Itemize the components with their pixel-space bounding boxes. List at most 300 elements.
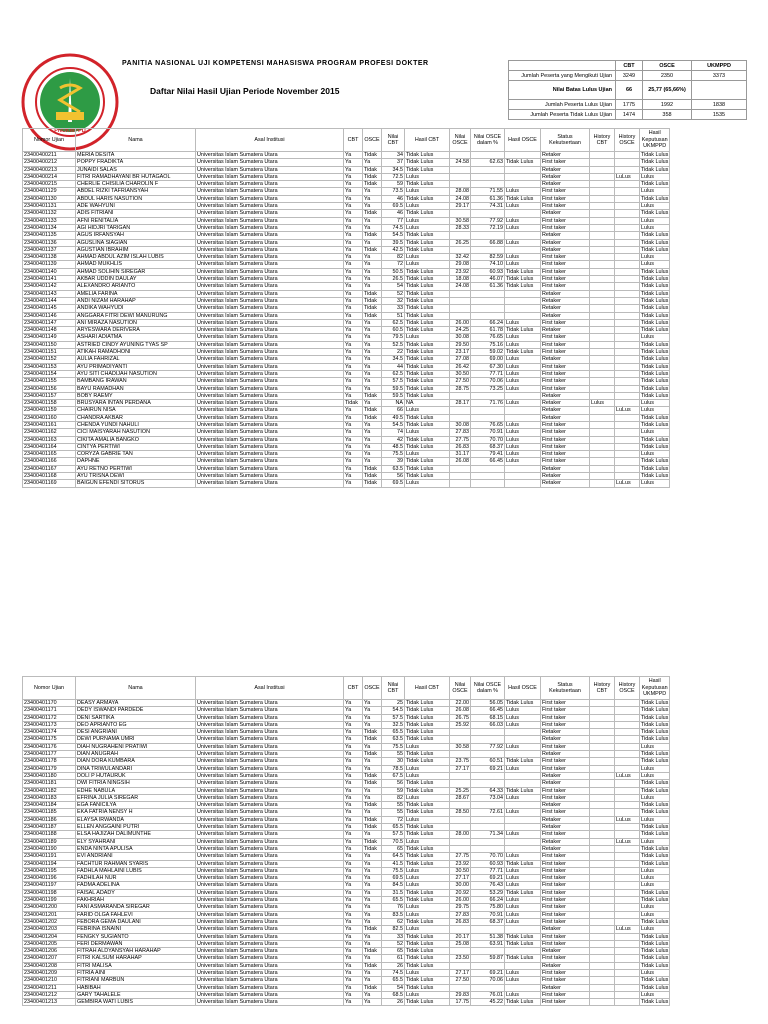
- cell-osce: Ya: [363, 940, 382, 947]
- cell-osce-result: [505, 729, 541, 736]
- cell-cbt-score: 82: [382, 794, 405, 801]
- table-row: [23, 254, 670, 261]
- summary-value: 2350: [643, 71, 692, 81]
- cell-participation-status: Retaker: [541, 400, 590, 407]
- cell-cbt: Ya: [344, 305, 363, 312]
- document-title: Daftar Nilai Hasil Ujian Periode November 2015: [150, 86, 340, 96]
- cell-cbt-score: 65: [382, 845, 405, 852]
- cell-exam-number: 23400400212: [23, 159, 76, 166]
- cell-exam-number: 23400401213: [23, 999, 76, 1006]
- cell-cbt-score: 44: [382, 363, 405, 370]
- cell-osce-result: [505, 802, 541, 809]
- cell-osce-result: Tidak Lulus: [505, 940, 541, 947]
- cell-cbt: Ya: [344, 341, 363, 348]
- cell-participation-status: First taker: [541, 429, 590, 436]
- cell-exam-number: 23400401159: [23, 407, 76, 414]
- cell-ukmppd-decision: Tidak Lulus: [641, 758, 669, 765]
- cell-exam-number: 23400401148: [23, 327, 76, 334]
- cell-osce-percent: [471, 297, 505, 304]
- cell-ukmppd-decision: Tidak Lulus: [641, 473, 669, 480]
- cell-ukmppd-decision: Tidak Lulus: [641, 751, 669, 758]
- cell-ukmppd-decision: Tidak Lulus: [641, 443, 669, 450]
- cell-cbt-result: Tidak Lulus: [405, 955, 450, 962]
- cell-institution: Universitas Islam Sumatera Utara: [196, 999, 344, 1006]
- cell-name: ANDIKA WAHYUDI: [76, 305, 196, 312]
- cell-cbt-score: 69.5: [382, 875, 405, 882]
- cell-osce-percent: 76.01: [471, 991, 505, 998]
- cell-participation-status: First taker: [541, 224, 590, 231]
- cell-osce: Tidak: [363, 232, 382, 239]
- cell-participation-status: Retaker: [541, 239, 590, 246]
- cell-osce: Ya: [363, 203, 382, 210]
- cell-osce-result: Lulus: [505, 794, 541, 801]
- summary-value: 3373: [692, 71, 747, 81]
- cell-cbt-result: Tidak Lulus: [405, 940, 450, 947]
- table-row: [23, 173, 670, 180]
- cell-osce: Ya: [363, 707, 382, 714]
- cell-osce-history: [615, 465, 640, 472]
- cell-osce-percent: 60.93: [471, 268, 505, 275]
- cell-osce-score: 27.08: [450, 356, 471, 363]
- table-row: [23, 356, 670, 363]
- cell-name: ELAYSA IRWANDA: [76, 816, 196, 823]
- cell-participation-status: First taker: [541, 999, 590, 1006]
- cell-cbt-result: Tidak Lulus: [405, 780, 450, 787]
- summary-header-cbt: CBT: [616, 61, 643, 71]
- cell-osce-score: 26.00: [450, 897, 471, 904]
- cell-osce-history: [615, 780, 640, 787]
- cell-participation-status: First taker: [541, 889, 590, 896]
- cell-cbt: Ya: [344, 436, 363, 443]
- table-row: [23, 327, 670, 334]
- cell-osce-result: Lulus: [505, 969, 541, 976]
- summary-header-row: [509, 61, 747, 71]
- table-row: [23, 465, 670, 472]
- cell-osce-history: [615, 743, 640, 750]
- cell-osce-result: [505, 772, 541, 779]
- cell-osce: Ya: [363, 911, 382, 918]
- cell-osce-history: [615, 918, 640, 925]
- cell-institution: Universitas Islam Sumatera Utara: [196, 802, 344, 809]
- cell-participation-status: First taker: [541, 809, 590, 816]
- cell-osce: Tidak: [363, 173, 382, 180]
- cell-name: ELSA HAJIZAH DALIMUNTHE: [76, 831, 196, 838]
- table-row: [23, 290, 670, 297]
- cell-exam-number: 23400401135: [23, 232, 76, 239]
- cell-cbt-score: 65: [382, 948, 405, 955]
- summary-value: [692, 81, 747, 100]
- cell-cbt-result: Tidak Lulus: [405, 802, 450, 809]
- cell-name: ALEXANDRO ARIANTO: [76, 283, 196, 290]
- cell-cbt-score: 39.5: [382, 239, 405, 246]
- cell-cbt: Ya: [344, 232, 363, 239]
- cell-name: ASTRIED CINDY AYUNING TYAS SP: [76, 341, 196, 348]
- cell-cbt: Ya: [344, 385, 363, 392]
- cell-osce-result: [505, 984, 541, 991]
- table-row: [23, 714, 670, 721]
- cell-osce-history: [615, 224, 640, 231]
- cell-exam-number: 23400401182: [23, 787, 76, 794]
- cell-osce: Tidak: [363, 312, 382, 319]
- cell-institution: Universitas Islam Sumatera Utara: [196, 283, 344, 290]
- cell-cbt-history: [590, 334, 615, 341]
- cell-name: AKBAR UDDIN DAULAY: [76, 276, 196, 283]
- column-header-name: Nama: [76, 129, 196, 152]
- cell-institution: Universitas Islam Sumatera Utara: [196, 977, 344, 984]
- cell-institution: Universitas Islam Sumatera Utara: [196, 765, 344, 772]
- cell-ukmppd-decision: Tidak Lulus: [641, 802, 669, 809]
- cell-name: FACHTUR RAHMAN SYARIS: [76, 860, 196, 867]
- cell-cbt: Ya: [344, 772, 363, 779]
- cell-osce-result: Lulus: [505, 897, 541, 904]
- cell-osce-result: Lulus: [505, 918, 541, 925]
- cell-osce: Ya: [363, 809, 382, 816]
- cell-cbt-result: Tidak Lulus: [405, 246, 450, 253]
- cell-osce-score: [450, 465, 471, 472]
- cell-participation-status: Retaker: [541, 356, 590, 363]
- cell-cbt: Ya: [344, 765, 363, 772]
- cell-osce: Ya: [363, 276, 382, 283]
- cell-osce-percent: 71.76: [471, 400, 505, 407]
- cell-institution: Universitas Islam Sumatera Utara: [196, 889, 344, 896]
- cell-osce: Ya: [363, 363, 382, 370]
- cell-cbt-result: Tidak Lulus: [405, 181, 450, 188]
- cell-cbt: Ya: [344, 195, 363, 202]
- cell-institution: Universitas Islam Sumatera Utara: [196, 809, 344, 816]
- cell-institution: Universitas Islam Sumatera Utara: [196, 246, 344, 253]
- table-row: [23, 867, 670, 874]
- cell-osce-history: [615, 370, 640, 377]
- cell-osce-percent: 53.29: [471, 889, 505, 896]
- cell-cbt-history: [590, 356, 615, 363]
- cell-osce-history: [615, 897, 640, 904]
- cell-exam-number: 23400401169: [23, 480, 76, 487]
- cell-institution: Universitas Islam Sumatera Utara: [196, 378, 344, 385]
- cell-participation-status: First taker: [541, 897, 590, 904]
- cell-institution: Universitas Islam Sumatera Utara: [196, 224, 344, 231]
- cell-institution: Universitas Islam Sumatera Utara: [196, 897, 344, 904]
- cell-osce-result: [505, 392, 541, 399]
- summary-value: 25,77 (65,66%): [643, 81, 692, 100]
- cell-osce-history: LuLus: [615, 480, 640, 487]
- cell-institution: Universitas Islam Sumatera Utara: [196, 969, 344, 976]
- cell-osce-result: Tidak Lulus: [505, 349, 541, 356]
- cell-participation-status: First taker: [541, 904, 590, 911]
- cell-cbt-score: 56: [382, 473, 405, 480]
- cell-cbt-result: Tidak Lulus: [405, 860, 450, 867]
- cell-osce-percent: 61.78: [471, 327, 505, 334]
- cell-cbt-score: 63.5: [382, 736, 405, 743]
- cell-osce-result: [505, 473, 541, 480]
- cell-name: BAIGUN EFENDI SITORUS: [76, 480, 196, 487]
- cell-exam-number: 23400401180: [23, 772, 76, 779]
- cell-cbt-score: 72: [382, 261, 405, 268]
- cell-ukmppd-decision: Tidak Lulus: [641, 729, 669, 736]
- cell-ukmppd-decision: Lulus: [640, 203, 670, 210]
- cell-osce-score: 28.08: [450, 188, 471, 195]
- cell-cbt-history: [590, 239, 615, 246]
- cell-osce-result: [505, 926, 541, 933]
- cell-cbt: Ya: [344, 794, 363, 801]
- cell-osce-result: [505, 305, 541, 312]
- cell-osce-percent: 75.80: [471, 904, 505, 911]
- cell-institution: Universitas Islam Sumatera Utara: [196, 407, 344, 414]
- cell-participation-status: Retaker: [541, 473, 590, 480]
- cell-institution: Universitas Islam Sumatera Utara: [196, 940, 344, 947]
- cell-ukmppd-decision: Lulus: [640, 867, 670, 874]
- cell-osce-result: Lulus: [505, 714, 541, 721]
- cell-institution: Universitas Islam Sumatera Utara: [196, 217, 344, 224]
- cell-osce-score: [450, 297, 471, 304]
- cell-osce-result: Lulus: [505, 370, 541, 377]
- cell-ukmppd-decision: Tidak Lulus: [641, 984, 669, 991]
- summary-label: Nilai Batas Lulus Ujian: [509, 81, 616, 100]
- cell-osce: Tidak: [363, 210, 382, 217]
- cell-osce-percent: 70.06: [471, 977, 505, 984]
- cell-cbt-score: 70.5: [382, 838, 405, 845]
- cell-osce-score: 27.17: [450, 765, 471, 772]
- cell-cbt-score: 32.5: [382, 721, 405, 728]
- cell-name: AHMAD SOLIHIN SIREGAR: [76, 268, 196, 275]
- cell-participation-status: Retaker: [541, 210, 590, 217]
- cell-osce-score: 18.08: [450, 276, 471, 283]
- cell-osce-history: [615, 758, 640, 765]
- cell-ukmppd-decision: Tidak Lulus: [641, 305, 669, 312]
- cell-osce-result: Lulus: [505, 421, 541, 428]
- cell-cbt-result: Tidak Lulus: [405, 283, 450, 290]
- cell-osce-score: 25.25: [450, 787, 471, 794]
- cell-osce: Tidak: [363, 962, 382, 969]
- cell-participation-status: Retaker: [541, 152, 590, 159]
- summary-value: 1535: [692, 110, 747, 120]
- cell-osce-percent: [471, 473, 505, 480]
- column-header-cbt-score: Nilai CBT: [382, 129, 405, 152]
- cell-cbt: Ya: [344, 955, 363, 962]
- cell-cbt-score: 82.5: [382, 926, 405, 933]
- cell-cbt-history: [590, 794, 615, 801]
- cell-name: CICI MAISYARAH NASUTION: [76, 429, 196, 436]
- cell-name: FARID OLGA FAHLEVI: [76, 911, 196, 918]
- cell-cbt: Ya: [344, 283, 363, 290]
- cell-osce-score: [450, 962, 471, 969]
- cell-osce-history: [615, 809, 640, 816]
- cell-osce-history: [615, 363, 640, 370]
- cell-osce: Ya: [363, 239, 382, 246]
- cell-cbt: Ya: [344, 977, 363, 984]
- cell-osce-result: Tidak Lulus: [505, 999, 541, 1006]
- cell-osce-score: [450, 480, 471, 487]
- cell-osce-percent: [471, 772, 505, 779]
- cell-exam-number: 23400401177: [23, 751, 76, 758]
- cell-participation-status: Retaker: [541, 736, 590, 743]
- cell-osce: Ya: [363, 341, 382, 348]
- cell-cbt-result: Tidak Lulus: [405, 210, 450, 217]
- cell-cbt-history: [590, 904, 615, 911]
- cell-exam-number: 23400401183: [23, 794, 76, 801]
- cell-cbt-result: Lulus: [405, 429, 450, 436]
- cell-osce-history: LuLus: [615, 838, 640, 845]
- cell-cbt-score: 63.5: [382, 465, 405, 472]
- cell-osce-history: [615, 802, 640, 809]
- cell-cbt-result: Tidak Lulus: [405, 473, 450, 480]
- cell-cbt-history: [590, 421, 615, 428]
- cell-osce-percent: [471, 926, 505, 933]
- cell-cbt: Ya: [344, 831, 363, 838]
- cell-cbt: Ya: [344, 414, 363, 421]
- cell-osce-percent: 75.16: [471, 341, 505, 348]
- cell-cbt-score: 26: [382, 962, 405, 969]
- cell-name: CORYZA GABRIE TAN: [76, 451, 196, 458]
- cell-cbt-score: 52: [382, 940, 405, 947]
- cell-cbt-score: 46: [382, 210, 405, 217]
- cell-institution: Universitas Islam Sumatera Utara: [196, 480, 344, 487]
- cell-exam-number: 23400401155: [23, 378, 76, 385]
- table-row: [23, 882, 670, 889]
- cell-cbt-history: [590, 276, 615, 283]
- cell-exam-number: 23400401203: [23, 926, 76, 933]
- cell-cbt-score: 79.5: [382, 334, 405, 341]
- cell-cbt-history: [590, 969, 615, 976]
- cell-osce-percent: [471, 845, 505, 852]
- cell-exam-number: 23400401179: [23, 765, 76, 772]
- cell-exam-number: 23400401208: [23, 962, 76, 969]
- cell-name: FITRAH ALDYANSYAH HARAHAP: [76, 948, 196, 955]
- cell-cbt-history: [590, 897, 615, 904]
- cell-cbt-score: 75.5: [382, 451, 405, 458]
- cell-osce-history: [615, 458, 640, 465]
- cell-participation-status: Retaker: [541, 802, 590, 809]
- cell-cbt-history: Lulus: [590, 400, 615, 407]
- cell-name: ARYESWARA DERIVERA: [76, 327, 196, 334]
- table-row: [23, 334, 670, 341]
- cell-exam-number: 23400401153: [23, 363, 76, 370]
- cell-osce-result: Tidak Lulus: [505, 327, 541, 334]
- cell-osce-result: Tidak Lulus: [505, 889, 541, 896]
- cell-cbt: Ya: [344, 312, 363, 319]
- cell-name: DENI SARTIKA: [76, 714, 196, 721]
- cell-participation-status: First taker: [541, 268, 590, 275]
- cell-osce-score: 26.83: [450, 443, 471, 450]
- cell-institution: Universitas Islam Sumatera Utara: [196, 955, 344, 962]
- cell-osce-result: Lulus: [505, 217, 541, 224]
- cell-cbt: Ya: [344, 780, 363, 787]
- cell-osce-history: [615, 254, 640, 261]
- cell-institution: Universitas Islam Sumatera Utara: [196, 700, 344, 707]
- table-row: [23, 349, 670, 356]
- table-row: [23, 276, 670, 283]
- cell-participation-status: Retaker: [541, 166, 590, 173]
- cell-osce-percent: [471, 312, 505, 319]
- cell-name: POPPY FRADIKTA: [76, 159, 196, 166]
- table-row: [23, 875, 670, 882]
- cell-osce-percent: 73.04: [471, 794, 505, 801]
- cell-cbt-result: Tidak Lulus: [405, 159, 450, 166]
- cell-participation-status: Retaker: [541, 246, 590, 253]
- cell-osce-result: Tidak Lulus: [505, 787, 541, 794]
- cell-osce-percent: [471, 210, 505, 217]
- cell-osce-score: 27.75: [450, 436, 471, 443]
- cell-osce: Ya: [363, 356, 382, 363]
- cell-institution: Universitas Islam Sumatera Utara: [196, 853, 344, 860]
- cell-osce-result: Lulus: [505, 904, 541, 911]
- cell-cbt-score: 68.5: [382, 991, 405, 998]
- cell-exam-number: 23400401176: [23, 743, 76, 750]
- cell-osce-history: [615, 984, 640, 991]
- cell-ukmppd-decision: Lulus: [640, 224, 670, 231]
- cell-name: CHANDRA AKBAR: [76, 414, 196, 421]
- cell-osce-percent: [471, 780, 505, 787]
- cell-cbt-history: [590, 268, 615, 275]
- cell-osce: Tidak: [363, 465, 382, 472]
- cell-participation-status: First taker: [541, 991, 590, 998]
- cell-cbt-result: Tidak Lulus: [405, 414, 450, 421]
- cell-osce-score: 22.00: [450, 700, 471, 707]
- cell-osce-score: [450, 290, 471, 297]
- cell-participation-status: First taker: [541, 787, 590, 794]
- cell-osce-result: [505, 845, 541, 852]
- cell-osce: Ya: [363, 743, 382, 750]
- cell-osce-score: 26.08: [450, 707, 471, 714]
- table-row: [23, 977, 670, 984]
- cell-osce-score: 28.33: [450, 224, 471, 231]
- cell-exam-number: 23400401129: [23, 188, 76, 195]
- cell-exam-number: 23400401196: [23, 875, 76, 882]
- cell-cbt-score: 84.5: [382, 882, 405, 889]
- cell-participation-status: Retaker: [541, 984, 590, 991]
- cell-osce-score: 23.92: [450, 268, 471, 275]
- cell-cbt-score: 62.5: [382, 319, 405, 326]
- cell-name: FEBORA GEMA DAULANI: [76, 918, 196, 925]
- cell-cbt-result: Tidak Lulus: [405, 392, 450, 399]
- cell-cbt-score: 22: [382, 349, 405, 356]
- cell-osce: Ya: [363, 904, 382, 911]
- cell-osce-score: [450, 984, 471, 991]
- cell-cbt-result: Tidak Lulus: [405, 290, 450, 297]
- cell-ukmppd-decision: Tidak Lulus: [641, 940, 669, 947]
- cell-cbt-history: [590, 751, 615, 758]
- table-row: [23, 926, 670, 933]
- cell-name: ELY SYAHRANI: [76, 838, 196, 845]
- cell-name: AHMAD MUKHLIS: [76, 261, 196, 268]
- cell-participation-status: Retaker: [541, 232, 590, 239]
- cell-ukmppd-decision: Tidak Lulus: [641, 385, 669, 392]
- summary-value: 1838: [692, 100, 747, 110]
- cell-institution: Universitas Islam Sumatera Utara: [196, 831, 344, 838]
- cell-osce-percent: 69.21: [471, 969, 505, 976]
- cell-cbt-result: Tidak Lulus: [405, 714, 450, 721]
- cell-osce-percent: 76.65: [471, 421, 505, 428]
- cell-osce-result: Lulus: [505, 721, 541, 728]
- cell-exam-number: 23400401150: [23, 341, 76, 348]
- cell-osce-result: Lulus: [505, 875, 541, 882]
- cell-participation-status: First taker: [541, 159, 590, 166]
- cell-exam-number: 23400401204: [23, 933, 76, 940]
- cell-osce-result: Lulus: [505, 385, 541, 392]
- cell-cbt: Ya: [344, 334, 363, 341]
- cell-ukmppd-decision: Tidak Lulus: [641, 166, 669, 173]
- cell-osce-percent: 60.93: [471, 860, 505, 867]
- cell-osce-result: [505, 948, 541, 955]
- cell-osce-percent: [471, 392, 505, 399]
- cell-osce: Tidak: [363, 838, 382, 845]
- cell-osce: Tidak: [363, 297, 382, 304]
- cell-osce-percent: [471, 166, 505, 173]
- cell-participation-status: Retaker: [541, 816, 590, 823]
- cell-participation-status: First taker: [541, 743, 590, 750]
- cell-osce: Tidak: [363, 473, 382, 480]
- cell-name: BOBY RAEMY: [76, 392, 196, 399]
- cell-cbt-score: 67.5: [382, 772, 405, 779]
